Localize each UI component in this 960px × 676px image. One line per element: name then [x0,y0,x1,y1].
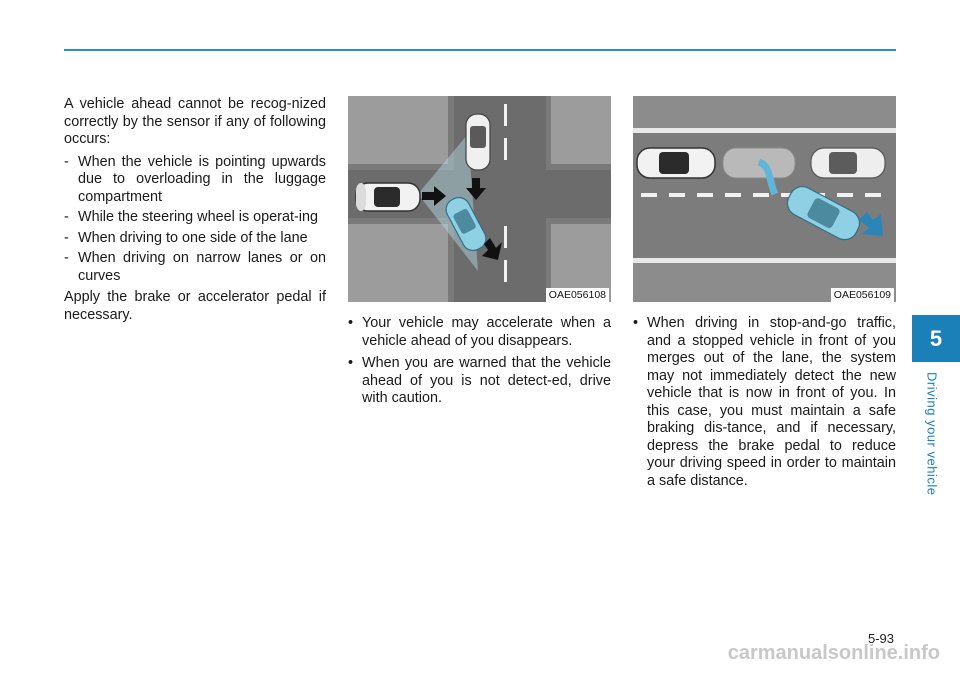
dash-marker: - [64,209,69,225]
dash-marker: - [64,229,69,246]
list-item: - When the vehicle is pointing upwards due to overloading in the luggage compartment [64,153,326,205]
bullet-list [633,315,896,490]
figure-code: OAE056108 [546,288,609,302]
list-item: - When driving to one side of the lane [64,229,308,246]
column-right [633,315,896,495]
chapter-title: Driving your vehicle [924,372,940,496]
outro-paragraph: Apply the brake or accelerator pedal if necessary. [64,289,326,323]
bullet-list [348,315,611,408]
figure-code: OAE056109 [831,288,894,302]
bullet-marker: • [633,315,639,331]
intersection-illustration [348,96,611,302]
header-rule [64,49,896,51]
page-number: 5-93 [867,631,894,646]
figure-merging [633,96,896,302]
intro-paragraph: A vehicle ahead cannot be recog-nized correctly by the sensor if any of following occurs: [64,96,326,147]
figure-intersection [348,96,611,302]
list-item: • Your vehicle may accelerate when a vehicle ahead of you disappears. [348,315,611,349]
dash-marker: - [64,153,69,170]
column-middle [348,315,611,413]
condition-list [64,154,326,286]
list-item: - While the steering wheel is operat-ing [64,209,318,225]
list-item: • When you are warned that the vehicle ahead of you is not detect-ed, drive with caution. [348,355,611,406]
own-car [356,183,420,211]
bullet-marker: • [348,355,354,371]
dash-marker: - [64,250,69,266]
merge-illustration [633,96,896,302]
watermark: carmanualsonline.info [727,642,940,664]
bullet-marker: • [348,315,354,331]
list-item: - When driving on narrow lanes or on curves [64,250,326,284]
list-item: • When driving in stop-and-go traffic, and a stopped vehicle in front of you merges out of the lane, the system may not immediately detect the new vehicle that is now in front of you. In this case, you must maintain a safe braking dis-tance, and if necessary, depress the brake pedal to reduce your driving speed in order to maintain a safe distance. [633,315,896,489]
chapter-number: 5 [929,325,943,351]
column-left [64,96,326,329]
chapter-tab[interactable] [912,315,960,362]
